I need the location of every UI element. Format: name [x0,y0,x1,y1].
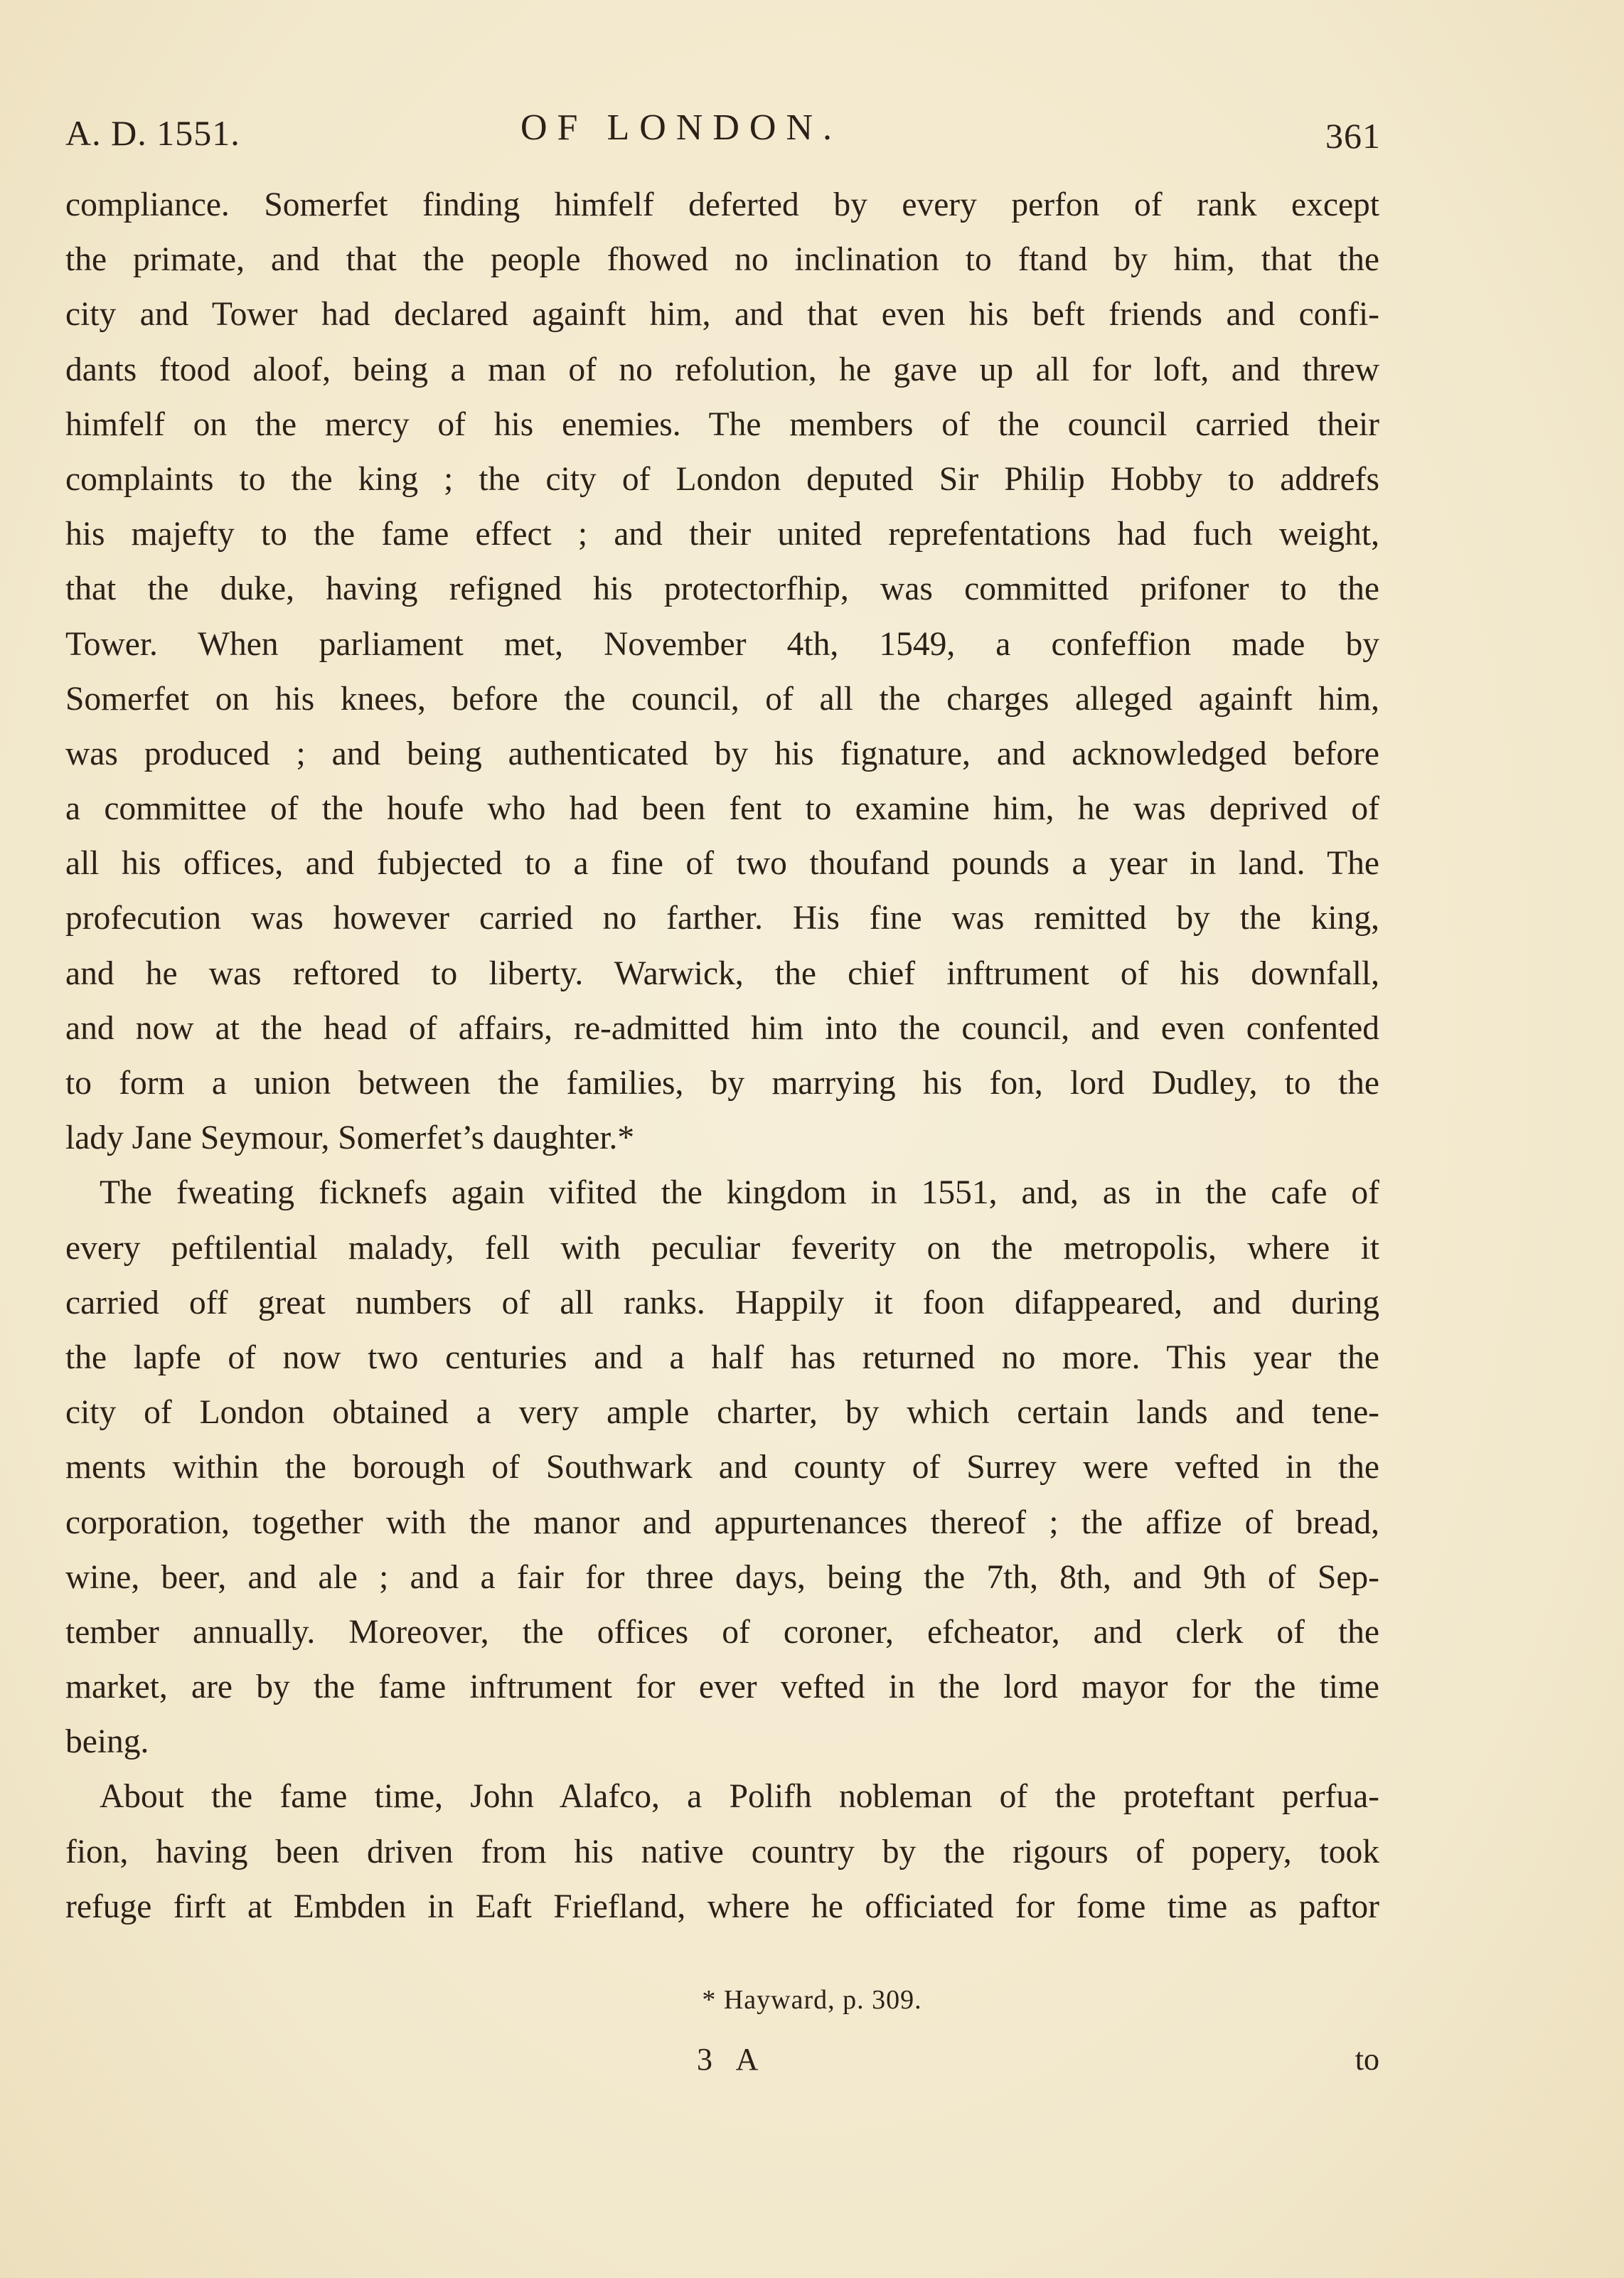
text-line: corporation, together with the manor and appurtenances thereof ; the affize of bread, [65,1503,1379,1541]
text-line: his majefty to the fame effect ; and their united reprefentations had fuch weight, [65,516,1379,553]
text-line: himfelf on the mercy of his enemies. The members of the council carried their [65,405,1379,443]
text-line: city of London obtained a very ample charter, by which certain lands and tene- [65,1394,1379,1432]
text-line: that the duke, having refigned his protectorfhip, was committed prifoner to the [65,570,1379,608]
text-line: and he was reftored to liberty. Warwick, the chief inftrument of his downfall, [65,954,1379,992]
text-line: complaints to the king ; the city of London deputed Sir Philip Hobby to addrefs [65,460,1379,498]
text-line: refuge firft at Embden in Eaft Friefland, where he officiated for fome time as paftor [65,1888,1379,1925]
text-line: tember annually. Moreover, the offices of coroner, efcheator, and clerk of the [65,1613,1379,1651]
text-line: About the fame time, John Alafco, a Polifh nobleman of the proteftant perfua- [100,1778,1379,1816]
text-line: lady Jane Seymour, Somerfet’s daughter.* [65,1119,635,1157]
header-title: OF LONDON. [520,107,842,148]
page-number: 361 [1325,116,1381,156]
signature-mark: 3 A [697,2042,767,2077]
text-line: fion, having been driven from his native country by the rigours of popery, took [65,1833,1379,1870]
text-line: to form a union between the families, by marrying his fon, lord Dudley, to the [65,1065,1379,1102]
text-line: market, are by the fame inftrument for ever vefted in the lord mayor for the time [65,1668,1379,1706]
catchword: to [1355,2042,1379,2077]
text-line: a committee of the houfe who had been fent to examine him, he was deprived of [65,790,1379,828]
text-line: compliance. Somerfet finding himfelf deferted by every perfon of rank except [65,186,1379,223]
header-year: A. D. 1551. [65,113,240,153]
text-line: wine, beer, and ale ; and a fair for three days, being the 7th, 8th, and 9th of Sep- [65,1558,1379,1596]
running-head [65,105,1381,155]
text-line: dants ftood aloof, being a man of no refolution, he gave up all for loft, and threw [65,351,1379,388]
text-line: the primate, and that the people fhowed no inclination to ftand by him, that the [65,241,1379,279]
text-line: was produced ; and being authenticated by his fignature, and acknowledged before [65,735,1379,772]
text-line: every peftilential malady, fell with peculiar feverity on the metropolis, where it [65,1229,1379,1267]
text-line: Tower. When parliament met, November 4th, 1549, a confeffion made by [65,625,1379,663]
text-line: Somerfet on his knees, before the council, of all the charges alleged againft him, [65,680,1379,718]
text-line: The fweating ficknefs again vifited the kingdom in 1551, and, as in the cafe of [100,1174,1379,1212]
footnote: * Hayward, p. 309. [702,1985,922,2015]
body-text [65,178,1379,1934]
text-line: carried off great numbers of all ranks. Happily it foon difappeared, and during [65,1284,1379,1321]
text-line: and now at the head of affairs, re-admitted him into the council, and even confented [65,1009,1379,1047]
text-line: city and Tower had declared againft him, and that even his beft friends and confi- [65,296,1379,334]
text-line: being. [65,1723,149,1761]
text-line: ments within the borough of Southwark and county of Surrey were vefted in the [65,1449,1379,1486]
text-line: the lapfe of now two centuries and a half has returned no more. This year the [65,1338,1379,1376]
text-line: all his offices, and fubjected to a fine of two thoufand pounds a year in land. The [65,845,1379,883]
text-line: profecution was however carried no farther. His fine was remitted by the king, [65,900,1379,937]
